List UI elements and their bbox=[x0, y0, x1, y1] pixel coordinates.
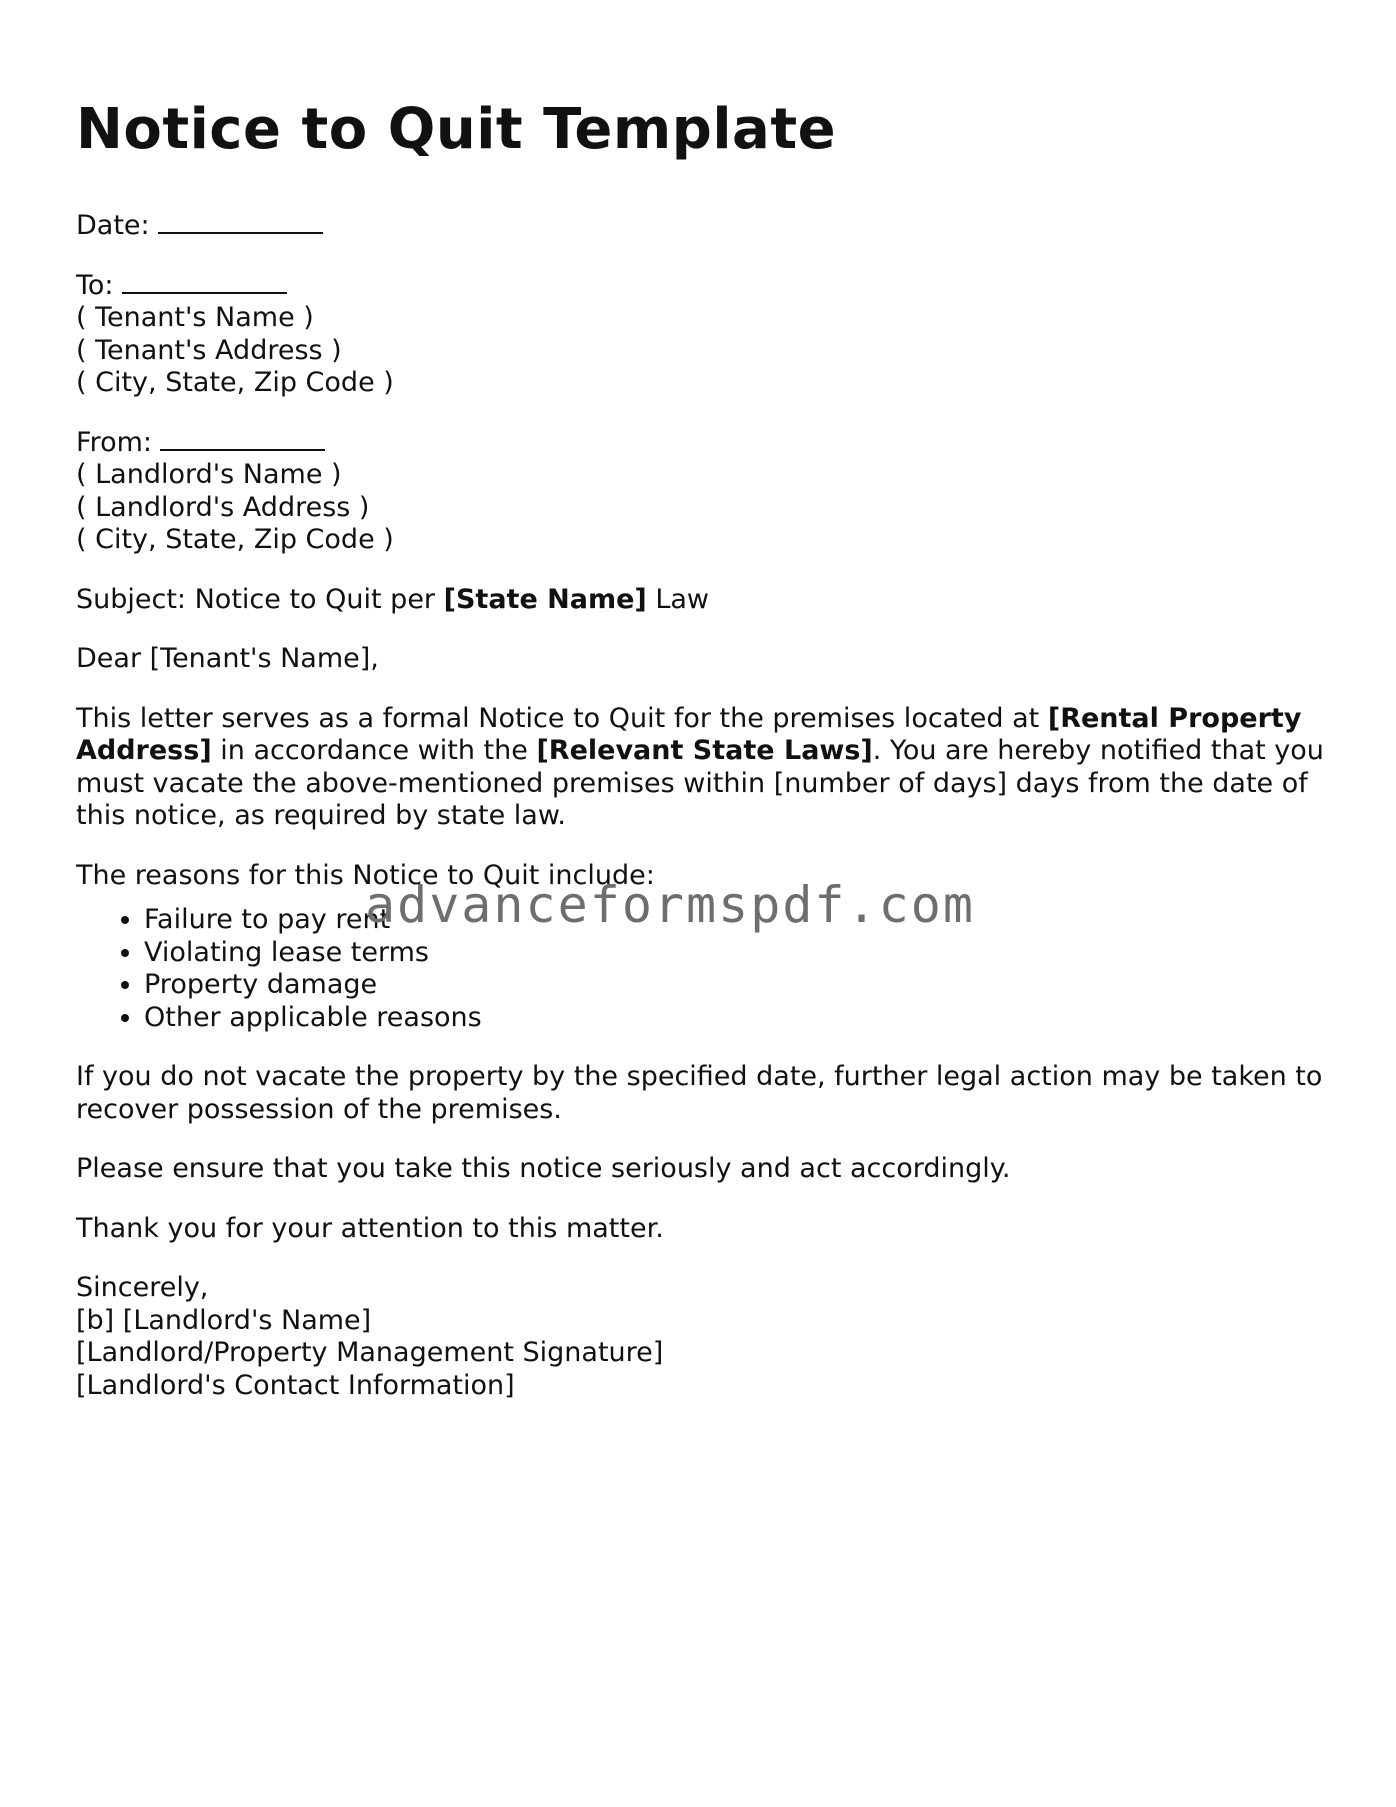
date-field bbox=[76, 210, 1326, 243]
tenant-city-line: ( City, State, Zip Code ) bbox=[76, 367, 394, 398]
thanks-paragraph: Thank you for your attention to this matter. bbox=[76, 1212, 664, 1244]
page-title: Notice to Quit Template bbox=[76, 97, 837, 162]
list-item: • Property damage bbox=[144, 969, 1326, 1002]
to-field bbox=[76, 270, 1326, 303]
body-bold-property-address: [Rental Property Address] bbox=[76, 702, 1302, 766]
sender-block bbox=[76, 427, 1326, 557]
date-blank-line bbox=[158, 210, 323, 234]
tenant-name-line: ( Tenant's Name ) bbox=[76, 302, 314, 333]
from-blank-line bbox=[160, 427, 325, 451]
list-item: • Violating lease terms bbox=[144, 937, 1326, 970]
from-field bbox=[76, 427, 1326, 460]
request-paragraph: Please ensure that you take this notice seriously and act accordingly. bbox=[76, 1153, 1011, 1184]
salutation: Dear [Tenant's Name], bbox=[76, 643, 379, 674]
body-paragraph bbox=[76, 703, 1326, 833]
watermark: advanceformspdf.com bbox=[365, 876, 975, 934]
subject-state-name: [State Name] bbox=[443, 583, 647, 615]
document-page bbox=[76, 92, 1326, 1429]
signature-block bbox=[76, 1272, 1326, 1402]
to-label: To: bbox=[76, 269, 114, 301]
reasons-list bbox=[76, 904, 1326, 1034]
list-item: • Other applicable reasons bbox=[144, 1002, 1326, 1035]
recipient-block bbox=[76, 270, 1326, 400]
contact-info-line: [Landlord's Contact Information] bbox=[76, 1369, 515, 1401]
to-blank-line bbox=[122, 270, 287, 294]
body-text-2: in accordance with the bbox=[211, 735, 537, 766]
from-label: From: bbox=[76, 426, 152, 458]
landlord-city-line: ( City, State, Zip Code ) bbox=[76, 524, 394, 555]
body-bold-state-laws: [Relevant State Laws] bbox=[536, 735, 873, 766]
subject-prefix: Subject: Notice to Quit per bbox=[76, 583, 444, 615]
date-label: Date: bbox=[76, 210, 150, 241]
landlord-name-line: ( Landlord's Name ) bbox=[76, 459, 342, 490]
body-text-3: . You are hereby notified that you must vacate the above-mentioned premises within [number of days] days from the date of this notice, as required by state law. bbox=[76, 735, 1324, 831]
reasons-intro: The reasons for this Notice to Quit include: bbox=[76, 859, 655, 891]
body-text-1: This letter serves as a formal Notice to Quit for the premises located at bbox=[76, 702, 1048, 734]
subject-line bbox=[76, 584, 1326, 617]
list-item: • Failure to pay rent bbox=[144, 904, 1326, 937]
signature-name-line: [b] [Landlord's Name] bbox=[76, 1304, 372, 1336]
closing: Sincerely, bbox=[76, 1272, 209, 1303]
subject-suffix: Law bbox=[646, 583, 710, 615]
tenant-address-line: ( Tenant's Address ) bbox=[76, 334, 342, 366]
signature-line: [Landlord/Property Management Signature] bbox=[76, 1337, 664, 1368]
landlord-address-line: ( Landlord's Address ) bbox=[76, 491, 370, 523]
warning-paragraph: If you do not vacate the property by the specified date, further legal action may be taken to recover possession of the premises. bbox=[76, 1061, 1323, 1125]
